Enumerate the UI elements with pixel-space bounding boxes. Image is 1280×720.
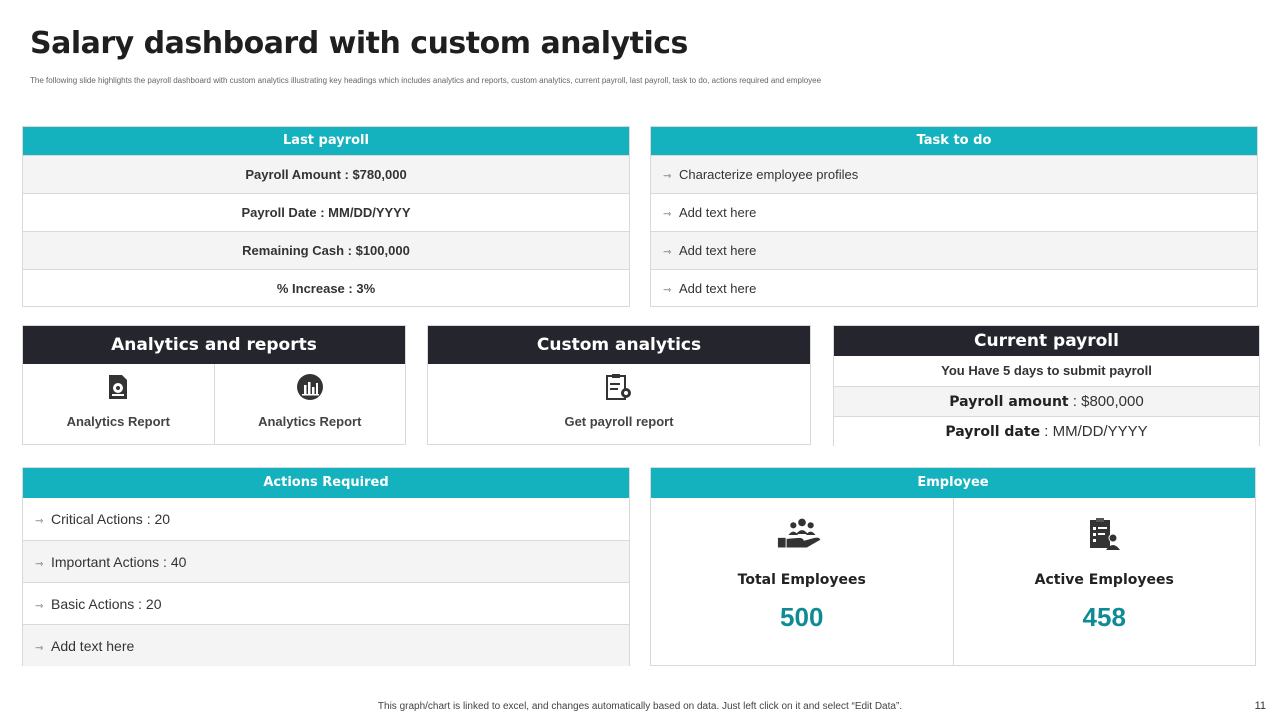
total-employees-value: 500 <box>780 602 824 632</box>
increase-row: % Increase : 3% <box>23 269 629 307</box>
arrow-icon: ⇾ <box>663 209 672 220</box>
actions-required-header: Actions Required <box>23 468 629 498</box>
active-employees-card <box>953 498 1256 666</box>
task-item[interactable]: ⇾ Add text here <box>651 231 1257 269</box>
current-date-row: Payroll date : MM/DD/YYYY <box>834 416 1259 446</box>
payroll-report-item[interactable] <box>428 364 810 444</box>
arrow-icon: ⇾ <box>35 643 44 654</box>
arrow-icon: ⇾ <box>663 285 672 296</box>
page-subtitle: The following slide highlights the payroll dashboard with custom analytics illustrating key headings which includes analytics and reports, custom analytics, current payroll, last payroll, task to do, actions required and employee <box>30 76 822 85</box>
task-item[interactable]: ⇾ Add text here <box>651 193 1257 231</box>
payroll-report-label: Get payroll report <box>564 414 674 429</box>
actions-required-panel <box>22 467 630 666</box>
arrow-icon: ⇾ <box>663 247 672 258</box>
custom-analytics-panel <box>427 325 811 445</box>
last-payroll-header: Last payroll <box>23 127 629 155</box>
active-employees-label: Active Employees <box>1034 572 1174 588</box>
payroll-amount-row: Payroll Amount : $780,000 <box>23 155 629 193</box>
action-item[interactable]: ⇾ Add text here <box>23 624 629 666</box>
arrow-icon: ⇾ <box>663 171 672 182</box>
employee-header: Employee <box>651 468 1255 498</box>
arrow-icon: ⇾ <box>35 559 44 570</box>
custom-analytics-header: Custom analytics <box>428 326 810 364</box>
clipboard-gear-icon <box>604 372 634 402</box>
hand-team-icon <box>776 516 828 552</box>
current-payroll-header: Current payroll <box>834 326 1259 356</box>
task-to-do-header: Task to do <box>651 127 1257 155</box>
submit-notice: You Have 5 days to submit payroll <box>834 356 1259 386</box>
report-disk-icon <box>103 372 133 402</box>
task-item[interactable]: ⇾ Add text here <box>651 269 1257 307</box>
task-to-do-panel <box>650 126 1258 307</box>
analytics-reports-header: Analytics and reports <box>23 326 405 364</box>
employee-panel <box>650 467 1256 666</box>
last-payroll-panel <box>22 126 630 307</box>
analytics-report-label: Analytics Report <box>258 414 362 429</box>
remaining-cash-row: Remaining Cash : $100,000 <box>23 231 629 269</box>
analytics-report-item[interactable] <box>23 364 214 444</box>
page-title: Salary dashboard with custom analytics <box>30 26 688 61</box>
bar-chart-circle-icon <box>295 372 325 402</box>
action-item[interactable]: ⇾ Basic Actions : 20 <box>23 582 629 624</box>
current-amount-row: Payroll amount : $800,000 <box>834 386 1259 416</box>
total-employees-label: Total Employees <box>737 572 866 588</box>
footer-note: This graph/chart is linked to excel, and changes automatically based on data. Just left click on it and select “Edit Data”. <box>377 701 903 712</box>
checklist-person-icon <box>1078 516 1130 552</box>
payroll-date-row: Payroll Date : MM/DD/YYYY <box>23 193 629 231</box>
task-item[interactable]: ⇾ Characterize employee profiles <box>651 155 1257 193</box>
action-item[interactable]: ⇾ Critical Actions : 20 <box>23 498 629 540</box>
action-item[interactable]: ⇾ Important Actions : 40 <box>23 540 629 582</box>
arrow-icon: ⇾ <box>35 601 44 612</box>
current-payroll-panel <box>833 325 1260 446</box>
arrow-icon: ⇾ <box>35 516 44 527</box>
total-employees-card <box>651 498 953 666</box>
analytics-reports-panel <box>22 325 406 445</box>
page-number: 11 <box>1254 700 1266 712</box>
analytics-report-item[interactable] <box>214 364 406 444</box>
analytics-report-label: Analytics Report <box>66 414 170 429</box>
active-employees-value: 458 <box>1082 602 1126 632</box>
